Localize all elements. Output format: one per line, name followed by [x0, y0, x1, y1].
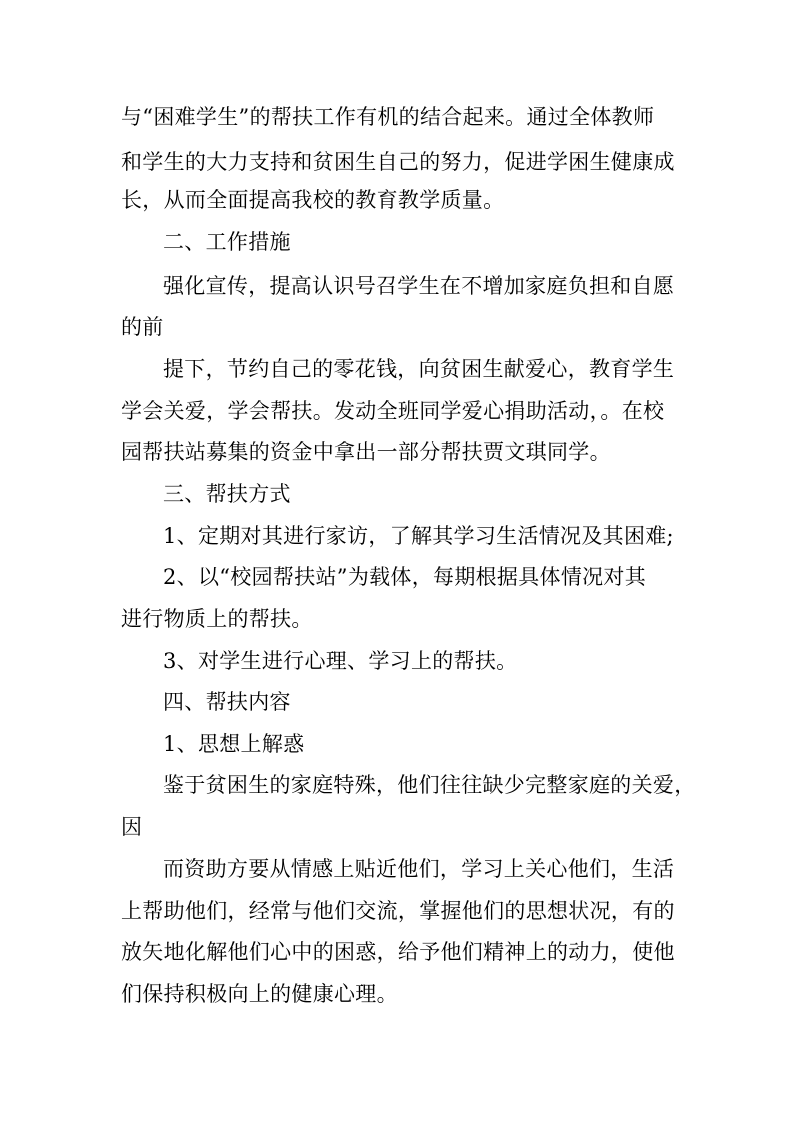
- text-line: 放矢地化解他们心中的困惑，给予他们精神上的动力，使他: [121, 940, 675, 964]
- text-line: 鉴于贫困生的家庭特殊，他们往往缺少完整家庭的关爱，: [163, 773, 696, 797]
- text-line: 园帮扶站募集的资金中拿出一部分帮扶贾文琪同学。: [121, 440, 611, 464]
- text-line: 与“困难学生”的帮扶工作有机的结合起来。通过全体教师: [121, 105, 655, 129]
- section-heading: 三、帮扶方式: [163, 482, 291, 506]
- list-item: 2、以“校园帮扶站”为载体，每期根据具体情况对其: [163, 565, 647, 589]
- section-heading: 四、帮扶内容: [163, 690, 291, 714]
- text-line: 进行物质上的帮扶。: [121, 607, 313, 631]
- text-line: 强化宣传，提高认识号召学生在不增加家庭负担和自愿: [163, 274, 675, 298]
- text-line: 的前: [121, 315, 164, 339]
- text-line: 提下，节约自己的零花钱，向贫困生献爱心，教育学生: [163, 357, 675, 381]
- text-line: 而资助方要从情感上贴近他们，学习上关心他们，生活: [163, 857, 675, 881]
- text-line: 因: [121, 815, 143, 839]
- text-line: 学会关爱，学会帮扶。发动全班同学爱心捐助活动，。在校: [121, 399, 665, 423]
- list-item: 1、定期对其进行家访，了解其学习生活情况及其困难;: [163, 524, 674, 548]
- text-line: 上帮助他们，经常与他们交流，掌握他们的思想状况，有的: [121, 899, 675, 923]
- section-heading: 二、工作措施: [163, 230, 291, 254]
- text-line: 长，从而全面提高我校的教育教学质量。: [121, 188, 505, 212]
- list-item: 3、对学生进行心理、学习上的帮扶。: [163, 649, 518, 673]
- text-line: 和学生的大力支持和贫困生自己的努力，促进学困生健康成: [121, 150, 675, 174]
- subsection-heading: 1、思想上解惑: [163, 732, 305, 756]
- text-line: 们保持积极向上的健康心理。: [121, 982, 398, 1006]
